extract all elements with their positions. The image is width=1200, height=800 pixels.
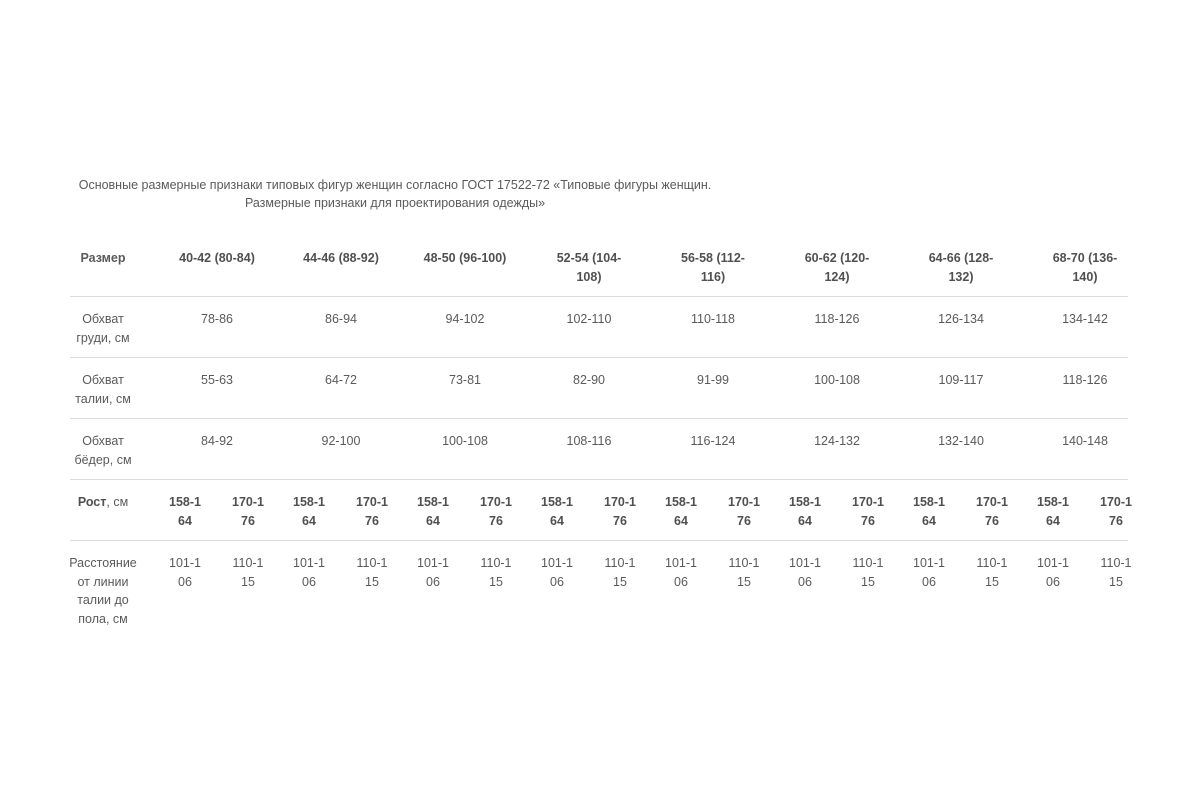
distance-cell (169, 554, 201, 591)
value-cell (787, 432, 887, 451)
value-cell (787, 371, 887, 390)
size-header-6 (926, 249, 996, 286)
size-header-text: 60-62 (120-124) (804, 251, 870, 284)
distance-value-text: 101-106 (913, 556, 945, 589)
height-cell (976, 493, 1008, 530)
value-text: 108-116 (566, 434, 612, 448)
row-divider (70, 418, 1128, 419)
height-value-text: 158-164 (169, 495, 201, 528)
height-cell (604, 493, 636, 530)
distance-cell (1100, 554, 1132, 591)
row-label-line: бёдер, см (74, 452, 132, 467)
value-text: 82-90 (573, 373, 605, 387)
distance-cell (852, 554, 884, 591)
distance-value-text: 110-115 (976, 556, 1008, 589)
value-cell (911, 432, 1011, 451)
height-value-text: 170-176 (604, 495, 636, 528)
distance-value-text: 101-106 (541, 556, 573, 589)
size-header-5 (802, 249, 872, 286)
height-value-text: 170-176 (232, 495, 264, 528)
height-value-text: 170-176 (480, 495, 512, 528)
height-cell (356, 493, 388, 530)
value-text: 102-110 (566, 312, 612, 326)
value-text: 73-81 (449, 373, 481, 387)
value-cell (787, 310, 887, 329)
distance-label-line: пола, см (78, 611, 128, 626)
distance-cell (728, 554, 760, 591)
height-cell (665, 493, 697, 530)
distance-label-line: талии до (77, 593, 129, 607)
distance-value-text: 110-115 (604, 556, 636, 589)
row-divider (70, 357, 1128, 358)
value-cell (291, 371, 391, 390)
size-header-text: 40-42 (80-84) (179, 251, 255, 265)
distance-cell (232, 554, 264, 591)
header-label-text: Размер (80, 251, 126, 265)
height-value-text: 158-164 (665, 495, 697, 528)
size-header-text: 64-66 (128-132) (928, 251, 994, 284)
row-label-2 (70, 432, 136, 469)
distance-cell (293, 554, 325, 591)
size-header-text: 52-54 (104-108) (556, 251, 622, 284)
height-value-text: 170-176 (976, 495, 1008, 528)
row-divider (70, 296, 1128, 297)
height-cell (417, 493, 449, 530)
table-caption (70, 176, 720, 212)
size-header-0 (162, 249, 272, 268)
size-header-text: 44-46 (88-92) (303, 251, 379, 265)
size-header-3 (554, 249, 624, 286)
distance-value-text: 110-115 (728, 556, 760, 589)
value-text: 118-126 (814, 312, 860, 326)
size-header-2 (410, 249, 520, 268)
value-cell (911, 371, 1011, 390)
value-cell (167, 310, 267, 329)
size-header-4 (678, 249, 748, 286)
value-cell (539, 310, 639, 329)
height-cell (232, 493, 264, 530)
row-label-0 (70, 310, 136, 347)
height-cell (1100, 493, 1132, 530)
distance-value-text: 110-115 (1100, 556, 1132, 589)
value-cell (1035, 371, 1135, 390)
value-text: 100-108 (442, 434, 488, 448)
value-text: 84-92 (201, 434, 233, 448)
height-cell (852, 493, 884, 530)
distance-label-line: от линии (77, 574, 129, 589)
size-header-7 (1050, 249, 1120, 286)
value-text: 126-134 (938, 312, 984, 326)
row-label-line: Обхват (82, 373, 124, 387)
distance-value-text: 101-106 (293, 556, 325, 589)
row-label-line: Обхват (82, 312, 124, 326)
distance-cell (541, 554, 573, 591)
value-cell (415, 310, 515, 329)
value-text: 124-132 (814, 434, 860, 448)
value-text: 78-86 (201, 312, 233, 326)
row-label-1 (70, 371, 136, 408)
caption-line-2: Размерные признаки для проектирования одежды» (244, 196, 546, 210)
distance-label-line: Расстояние (69, 556, 137, 570)
row-label-line: Обхват (82, 434, 124, 448)
value-cell (167, 371, 267, 390)
value-text: 64-72 (325, 373, 357, 387)
size-header-text: 68-70 (136-140) (1052, 251, 1118, 284)
value-text: 94-102 (445, 312, 485, 326)
distance-value-text: 110-115 (356, 556, 388, 589)
row-label-line: талии, см (75, 391, 131, 406)
distance-value-text: 110-115 (852, 556, 884, 589)
size-header-text: 48-50 (96-100) (423, 251, 507, 265)
height-value-text: 170-176 (356, 495, 388, 528)
distance-cell (417, 554, 449, 591)
height-cell (1037, 493, 1069, 530)
value-cell (291, 310, 391, 329)
height-value-text: 158-164 (541, 495, 573, 528)
value-text: 109-117 (938, 373, 984, 387)
value-cell (663, 310, 763, 329)
value-text: 134-142 (1062, 312, 1108, 326)
distance-value-text: 101-106 (1037, 556, 1069, 589)
caption-line-1: Основные размерные признаки типовых фигур женщин согласно ГОСТ 17522-72 «Типовые фигуры женщин. (78, 178, 712, 192)
value-cell (663, 432, 763, 451)
height-label-unit: , см (106, 495, 129, 509)
height-label-bold: Рост (77, 495, 107, 509)
row-label-line: груди, см (76, 330, 130, 345)
distance-value-text: 101-106 (169, 556, 201, 589)
height-value-text: 158-164 (417, 495, 449, 528)
distance-cell (356, 554, 388, 591)
distance-cell (1037, 554, 1069, 591)
row-divider (70, 479, 1128, 480)
distance-value-text: 110-115 (232, 556, 264, 589)
value-text: 100-108 (814, 373, 860, 387)
height-value-text: 158-164 (789, 495, 821, 528)
value-cell (539, 371, 639, 390)
value-text: 91-99 (697, 373, 729, 387)
value-cell (911, 310, 1011, 329)
value-text: 140-148 (1062, 434, 1108, 448)
distance-value-text: 101-106 (417, 556, 449, 589)
distance-cell (976, 554, 1008, 591)
distance-cell (665, 554, 697, 591)
height-cell (728, 493, 760, 530)
distance-cell (604, 554, 636, 591)
height-value-text: 170-176 (728, 495, 760, 528)
distance-value-text: 101-106 (789, 556, 821, 589)
size-header-text: 56-58 (112-116) (681, 251, 745, 284)
value-cell (1035, 310, 1135, 329)
height-value-text: 158-164 (913, 495, 945, 528)
distance-value-text: 110-115 (480, 556, 512, 589)
value-cell (663, 371, 763, 390)
value-cell (167, 432, 267, 451)
value-text: 132-140 (938, 434, 984, 448)
value-text: 116-124 (690, 434, 736, 448)
value-cell (415, 371, 515, 390)
value-text: 86-94 (325, 312, 357, 326)
value-cell (415, 432, 515, 451)
height-cell (789, 493, 821, 530)
value-text: 110-118 (690, 312, 736, 326)
row-label-height (70, 493, 136, 512)
height-cell (913, 493, 945, 530)
value-text: 55-63 (201, 373, 233, 387)
height-cell (293, 493, 325, 530)
header-label-size (70, 249, 136, 268)
value-text: 118-126 (1062, 373, 1108, 387)
distance-value-text: 101-106 (665, 556, 697, 589)
value-text: 92-100 (321, 434, 361, 448)
height-cell (480, 493, 512, 530)
value-cell (539, 432, 639, 451)
distance-cell (913, 554, 945, 591)
height-value-text: 170-176 (852, 495, 884, 528)
value-cell (1035, 432, 1135, 451)
distance-cell (480, 554, 512, 591)
size-header-1 (286, 249, 396, 268)
height-value-text: 158-164 (1037, 495, 1069, 528)
height-value-text: 158-164 (293, 495, 325, 528)
distance-cell (789, 554, 821, 591)
value-cell (291, 432, 391, 451)
row-label-distance (64, 554, 142, 628)
height-cell (169, 493, 201, 530)
height-value-text: 170-176 (1100, 495, 1132, 528)
row-divider (70, 540, 1128, 541)
height-cell (541, 493, 573, 530)
